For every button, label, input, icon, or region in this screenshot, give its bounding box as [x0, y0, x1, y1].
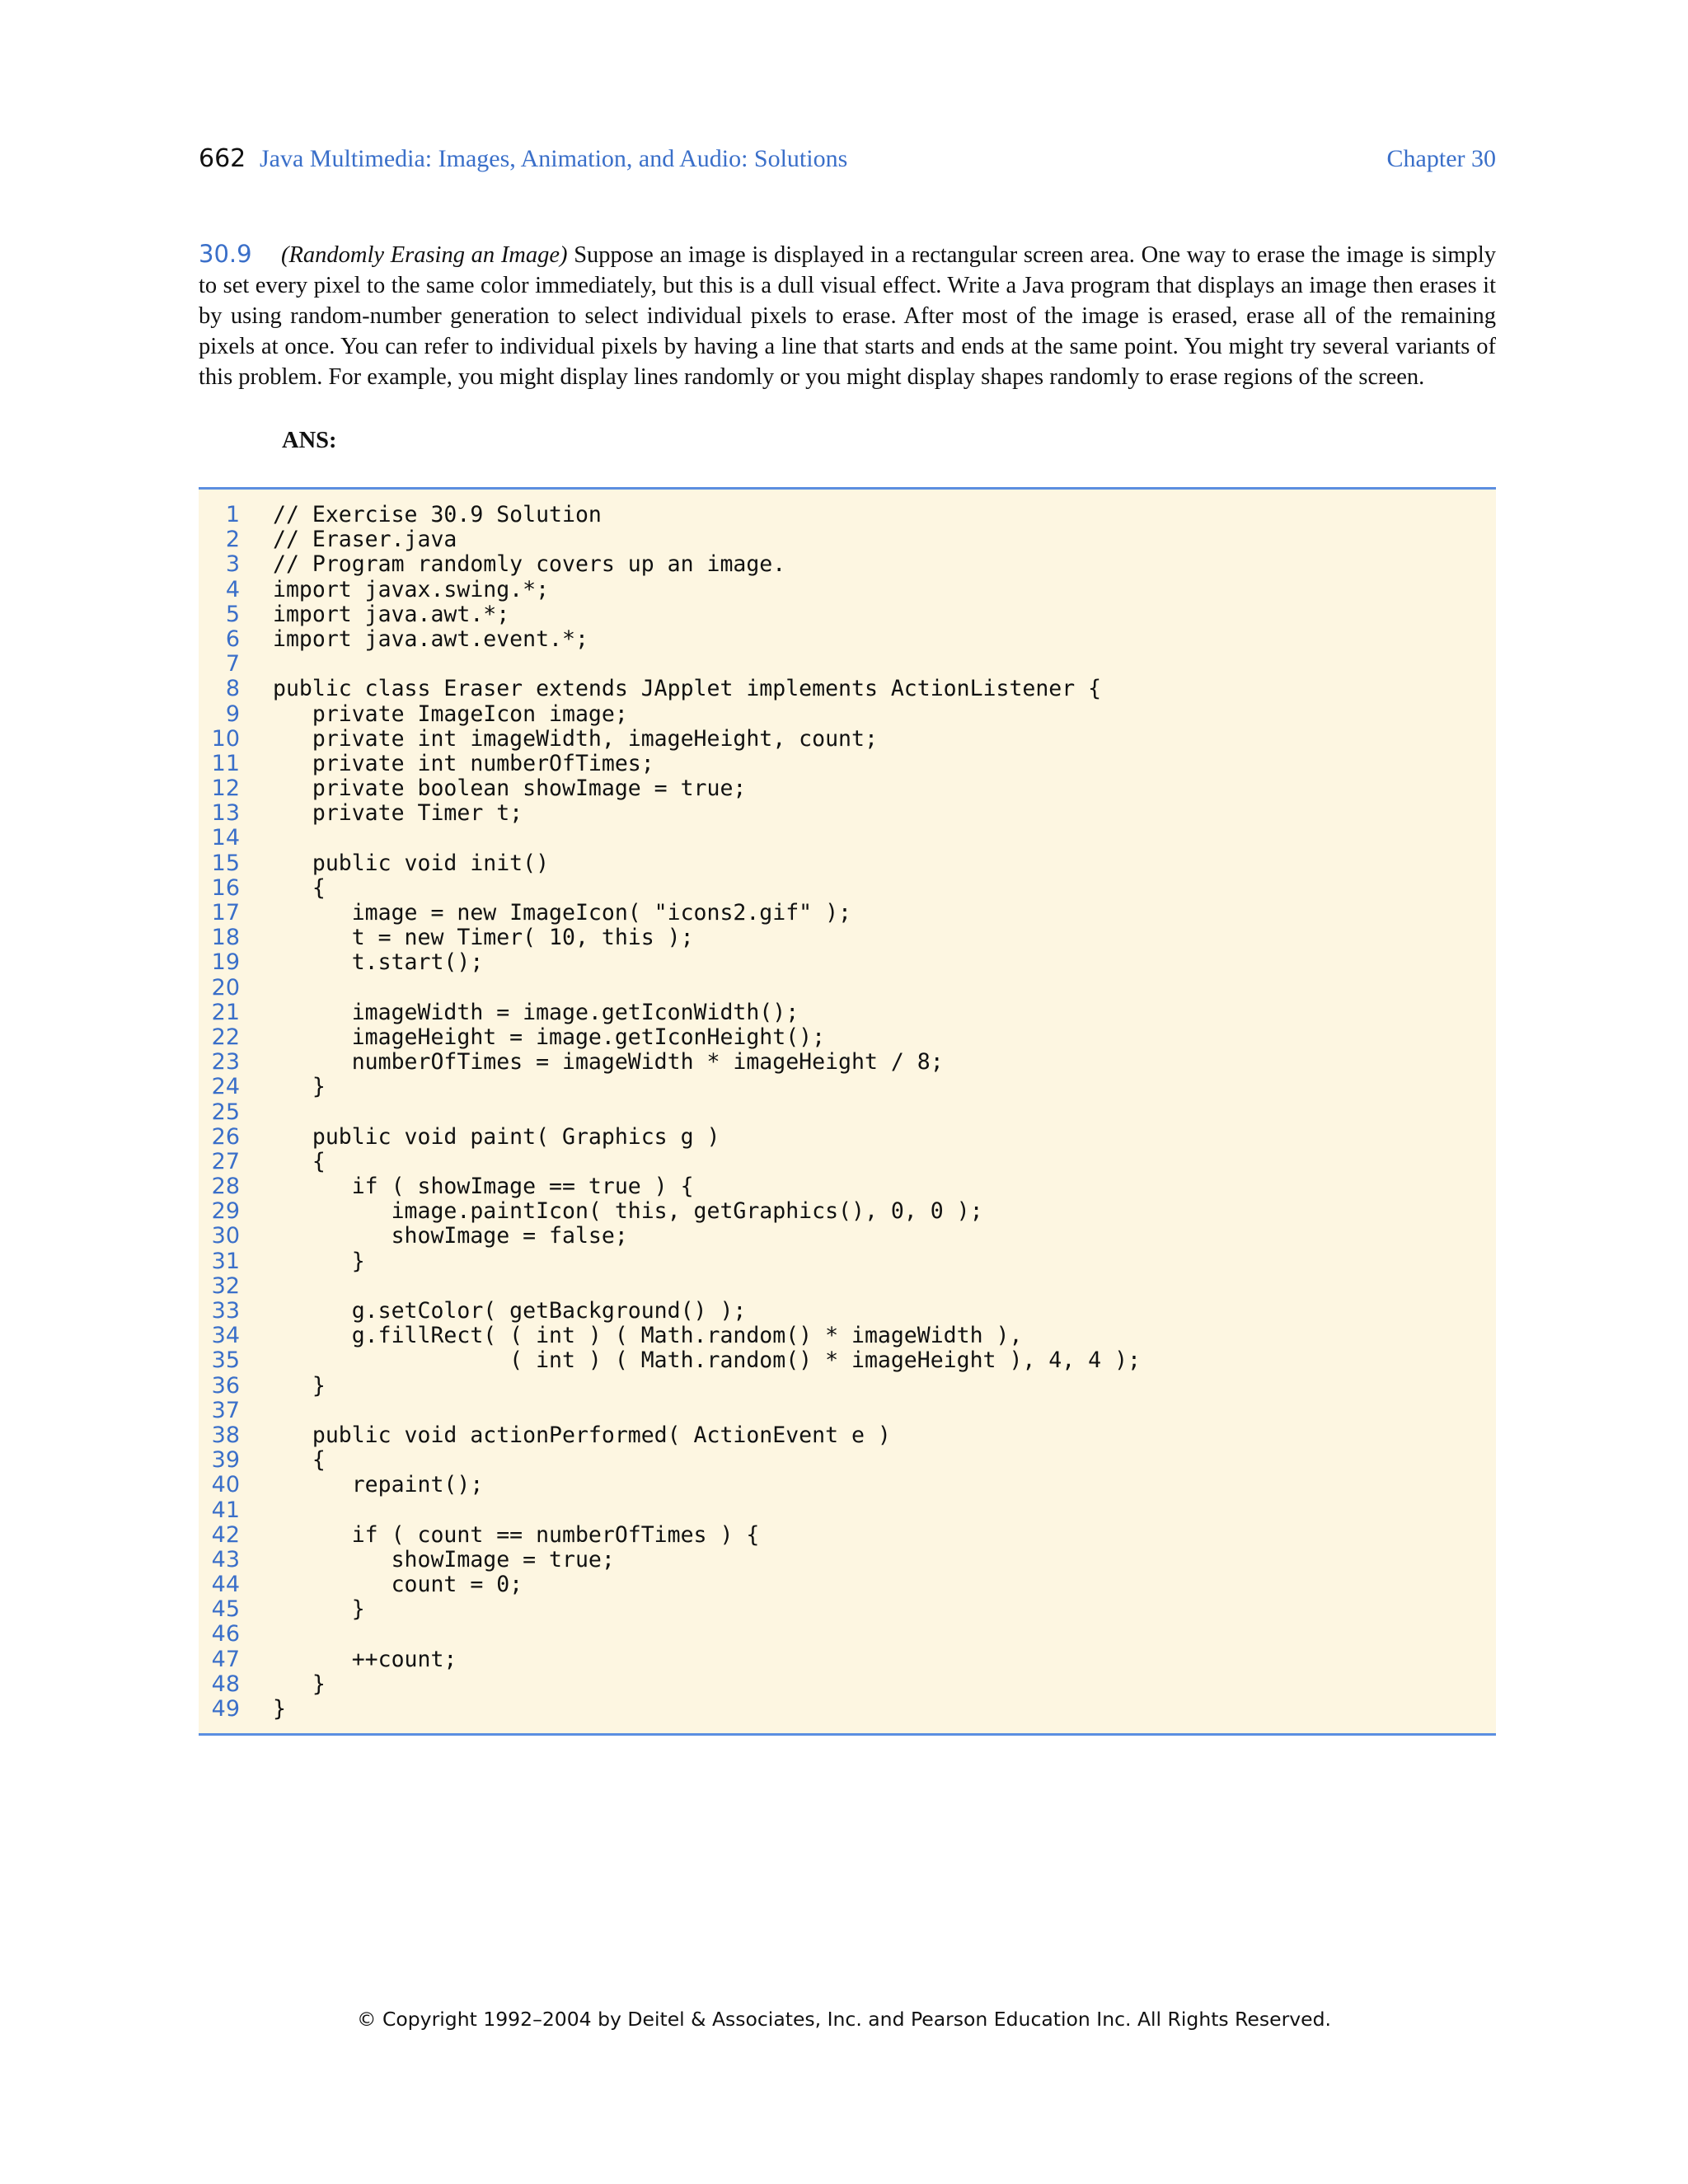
code-line: [199, 1249, 1496, 1274]
code-line: [199, 602, 1496, 627]
code-listing: [199, 487, 1496, 1736]
code-line: [199, 503, 1496, 527]
running-title: Java Multimedia: Images, Animation, and Audio: Solutions: [260, 145, 848, 172]
line-number: 37: [211, 1397, 240, 1423]
line-number: 10: [211, 725, 240, 752]
code-line: [199, 1100, 1496, 1125]
code-text: public void actionPerformed( ActionEvent e ): [273, 1422, 891, 1448]
code-text: if ( count == numberOfTimes ) {: [273, 1521, 760, 1548]
code-text: {: [273, 874, 326, 901]
page-number: 662: [199, 144, 246, 173]
code-text: private boolean showImage = true;: [273, 776, 747, 802]
code-text: private int numberOfTimes;: [273, 750, 654, 776]
code-line: [199, 950, 1496, 975]
line-number: 27: [211, 1148, 240, 1174]
code-line: [199, 1150, 1496, 1174]
code-line: [199, 1672, 1496, 1697]
code-line: [199, 1523, 1496, 1548]
line-number: 24: [211, 1074, 240, 1100]
code-text: count = 0;: [273, 1572, 523, 1598]
line-number: 46: [211, 1621, 240, 1647]
code-text: }: [273, 1074, 326, 1100]
line-number: 39: [211, 1447, 240, 1474]
line-number: 9: [225, 701, 240, 727]
code-text: public void paint( Graphics g ): [273, 1123, 720, 1150]
exercise-paragraph: [199, 239, 1496, 392]
chapter-label: Chapter 30: [1386, 145, 1496, 172]
code-lines: [199, 503, 1496, 1722]
code-text: import javax.swing.*;: [273, 576, 550, 602]
code-line: [199, 1697, 1496, 1722]
line-number: 6: [225, 626, 240, 652]
exercise-number: 30.9: [199, 240, 252, 268]
code-line: [199, 578, 1496, 602]
line-number: 23: [211, 1049, 240, 1076]
code-text: repaint();: [273, 1472, 484, 1498]
code-line: [199, 901, 1496, 926]
code-text: ( int ) ( Math.random() * imageHeight ), 4, 4 );: [273, 1347, 1141, 1374]
code-text: }: [273, 1372, 326, 1399]
code-line: [199, 1125, 1496, 1150]
code-text: }: [273, 1671, 326, 1697]
page-header: [199, 140, 1496, 178]
code-text: imageWidth = image.getIconWidth();: [273, 999, 799, 1025]
code-text: numberOfTimes = imageWidth * imageHeight / 8;: [273, 1049, 944, 1076]
code-line: [199, 1199, 1496, 1224]
code-text: private Timer t;: [273, 800, 523, 827]
code-line: [199, 1597, 1496, 1622]
code-line: [199, 1548, 1496, 1572]
code-line: [199, 1572, 1496, 1597]
code-line: [199, 1050, 1496, 1075]
code-text: {: [273, 1148, 326, 1174]
line-number: 7: [225, 651, 240, 677]
code-line: [199, 627, 1496, 652]
code-line: [199, 552, 1496, 577]
code-text: public class Eraser extends JApplet implements ActionListener {: [273, 676, 1102, 702]
code-line: [199, 1423, 1496, 1448]
line-number: 32: [211, 1272, 240, 1299]
line-number: 38: [211, 1422, 240, 1448]
code-line: [199, 851, 1496, 876]
code-line: [199, 702, 1496, 727]
code-text: imageHeight = image.getIconHeight();: [273, 1024, 826, 1050]
copyright-footer: © Copyright 1992–2004 by Deitel & Associates, Inc. and Pearson Education Inc. All Rights Reserved.: [357, 2008, 1331, 2031]
code-text: import java.awt.*;: [273, 601, 510, 627]
code-line: [199, 677, 1496, 701]
line-number: 49: [211, 1696, 240, 1722]
code-line: [199, 652, 1496, 677]
code-line: [199, 826, 1496, 851]
line-number: 44: [211, 1572, 240, 1598]
code-text: showImage = true;: [273, 1546, 615, 1572]
code-line: [199, 752, 1496, 776]
code-text: g.fillRect( ( int ) ( Math.random() * imageWidth ),: [273, 1323, 1023, 1349]
code-text: showImage = false;: [273, 1223, 628, 1249]
line-number: 13: [211, 800, 240, 827]
line-number: 21: [211, 999, 240, 1025]
code-line: [199, 1348, 1496, 1373]
line-number: 3: [225, 551, 240, 578]
code-text: {: [273, 1447, 326, 1474]
code-line: [199, 1622, 1496, 1647]
code-line: [199, 1025, 1496, 1050]
line-number: 36: [211, 1372, 240, 1399]
code-text: public void init(): [273, 850, 550, 876]
line-number: 11: [211, 750, 240, 776]
code-text: g.setColor( getBackground() );: [273, 1298, 747, 1324]
line-number: 47: [211, 1646, 240, 1672]
line-number: 41: [211, 1497, 240, 1523]
line-number: 5: [225, 601, 240, 627]
code-text: if ( showImage == true ) {: [273, 1174, 694, 1200]
code-line: [199, 776, 1496, 801]
code-text: }: [273, 1696, 286, 1722]
line-number: 28: [211, 1174, 240, 1200]
code-text: // Program randomly covers up an image.: [273, 551, 786, 578]
code-text: // Eraser.java: [273, 527, 457, 553]
code-line: [199, 1299, 1496, 1324]
line-number: 4: [225, 576, 240, 602]
line-number: 14: [211, 825, 240, 851]
code-text: ++count;: [273, 1646, 457, 1672]
code-line: [199, 1001, 1496, 1025]
exercise-text: Suppose an image is displayed in a rectangular screen area. One way to erase the image is simply to set every pixel to the same color immediately, but this is a dull visual effect. Write a Java program that displays an image then erases it by using random-number generation to select individual pixels to erase. After most of the image is erased, erase all of the remaining pixels at once. You can refer to individual pixels by having a line that starts and ends at the same point. You might try several variants of this problem. For example, you might display lines randomly or you might display shapes randomly to erase regions of the screen.: [199, 242, 1496, 390]
line-number: 29: [211, 1198, 240, 1225]
line-number: 35: [211, 1347, 240, 1374]
code-text: image = new ImageIcon( "icons2.gif" );: [273, 900, 851, 926]
line-number: 25: [211, 1099, 240, 1125]
code-line: [199, 1075, 1496, 1099]
code-line: [199, 801, 1496, 826]
code-line: [199, 1274, 1496, 1299]
code-line: [199, 727, 1496, 752]
code-text: import java.awt.event.*;: [273, 626, 588, 652]
line-number: 8: [225, 676, 240, 702]
line-number: 19: [211, 949, 240, 976]
code-line: [199, 1498, 1496, 1523]
line-number: 31: [211, 1248, 240, 1274]
line-number: 26: [211, 1123, 240, 1150]
line-number: 12: [211, 776, 240, 802]
code-line: [199, 1374, 1496, 1399]
code-line: [199, 926, 1496, 950]
code-text: t.start();: [273, 949, 484, 976]
line-number: 2: [225, 527, 240, 553]
code-line: [199, 876, 1496, 901]
line-number: 33: [211, 1298, 240, 1324]
code-line: [199, 1224, 1496, 1249]
line-number: 18: [211, 925, 240, 951]
code-line: [199, 1448, 1496, 1473]
line-number: 17: [211, 900, 240, 926]
line-number: 20: [211, 974, 240, 1001]
line-number: 16: [211, 874, 240, 901]
line-number: 1: [225, 502, 240, 527]
code-line: [199, 527, 1496, 552]
line-number: 15: [211, 850, 240, 876]
line-number: 22: [211, 1024, 240, 1050]
code-line: [199, 1174, 1496, 1199]
code-text: }: [273, 1248, 365, 1274]
code-text: // Exercise 30.9 Solution: [273, 502, 602, 527]
code-line: [199, 1473, 1496, 1497]
line-number: 30: [211, 1223, 240, 1249]
line-number: 48: [211, 1671, 240, 1697]
code-text: t = new Timer( 10, this );: [273, 925, 694, 951]
line-number: 43: [211, 1546, 240, 1572]
code-text: image.paintIcon( this, getGraphics(), 0, 0 );: [273, 1198, 983, 1225]
line-number: 45: [211, 1596, 240, 1623]
code-line: [199, 1647, 1496, 1672]
code-text: private int imageWidth, imageHeight, count;: [273, 725, 878, 752]
line-number: 40: [211, 1472, 240, 1498]
code-line: [199, 1324, 1496, 1348]
code-text: }: [273, 1596, 365, 1623]
code-line: [199, 1399, 1496, 1423]
exercise-title: (Randomly Erasing an Image): [281, 242, 568, 268]
line-number: 42: [211, 1521, 240, 1548]
line-number: 34: [211, 1323, 240, 1349]
answer-label: ANS:: [282, 428, 337, 453]
code-line: [199, 976, 1496, 1001]
code-text: private ImageIcon image;: [273, 701, 628, 727]
